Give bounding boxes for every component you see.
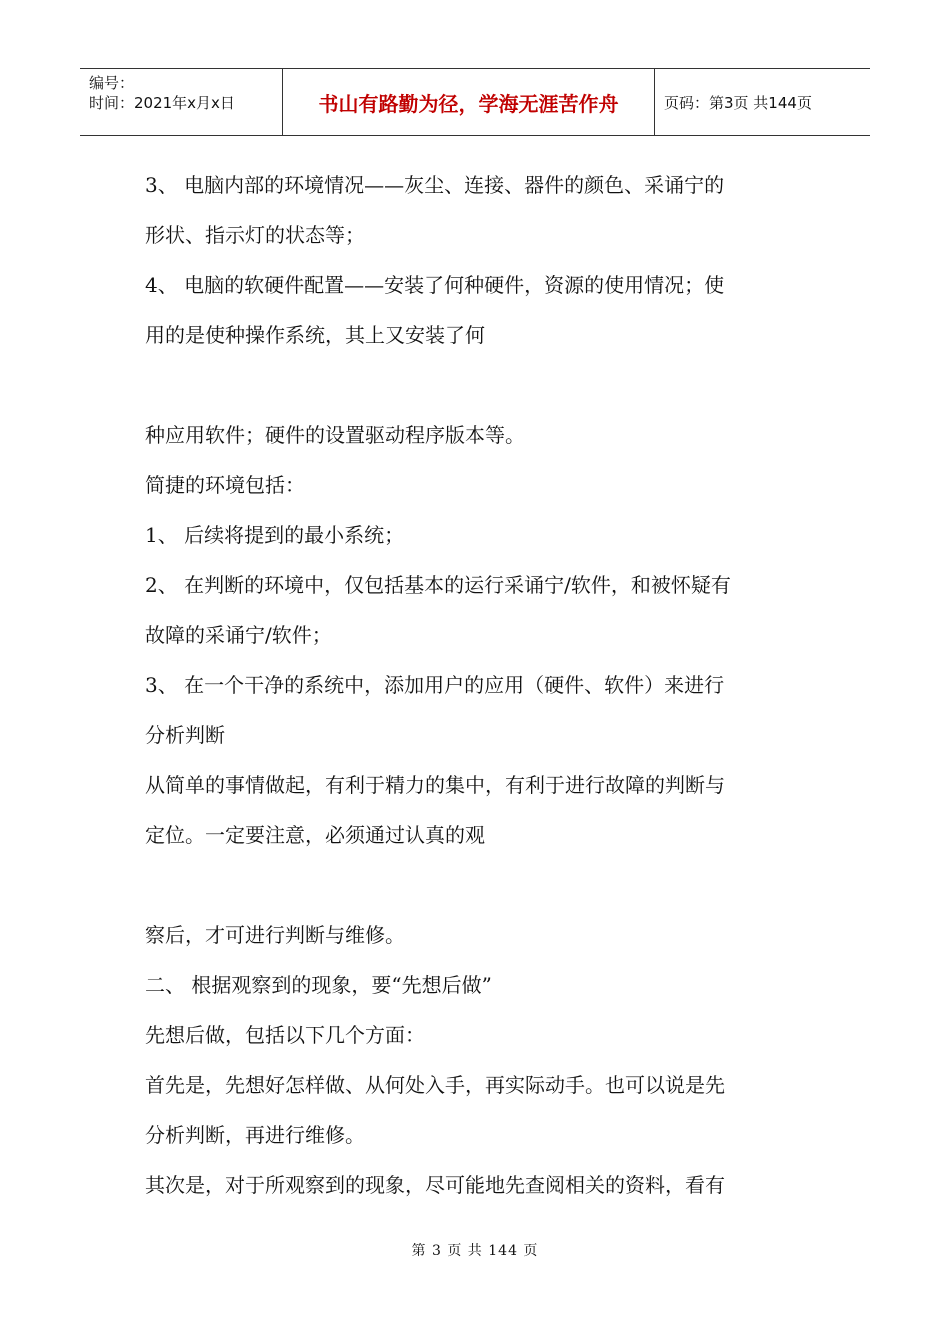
- page-break-gap: [145, 360, 810, 410]
- body-line: 其次是，对于所观察到的现象，尽可能地先查阅相关的资料，看有: [145, 1173, 725, 1197]
- header-meta: [80, 69, 283, 135]
- page-break-gap: [145, 860, 810, 910]
- page-header: [80, 68, 870, 136]
- body-line: 3、 在一个干净的系统中，添加用户的应用（硬件、软件）来进行: [145, 673, 725, 697]
- body-line: 先想后做，包括以下几个方面：: [145, 1023, 425, 1047]
- body-line: 种应用软件；硬件的设置驱动程序版本等。: [145, 423, 525, 447]
- body-line: 3、 电脑内部的环境情况——灰尘、连接、器件的颜色、采诵宁的: [145, 173, 725, 197]
- body-line: 定位。一定要注意，必须通过认真的观: [145, 823, 485, 847]
- body-line: 2、 在判断的环境中，仅包括基本的运行采诵宁/软件，和被怀疑有: [145, 573, 731, 597]
- body-line: 形状、指示灯的状态等；: [145, 223, 365, 247]
- body-line: 分析判断，再进行维修。: [145, 1123, 365, 1147]
- body-line: 从简单的事情做起，有利于精力的集中，有利于进行故障的判断与: [145, 773, 725, 797]
- body-line: 简捷的环境包括：: [145, 473, 305, 497]
- page-footer: 第 3 页 共 144 页: [411, 1243, 539, 1259]
- body-line: 用的是使种操作系统，其上又安装了何: [145, 323, 485, 347]
- body-line: 1、 后续将提到的最小系统；: [145, 523, 405, 547]
- body-line: 首先是，先想好怎样做、从何处入手，再实际动手。也可以说是先: [145, 1073, 725, 1097]
- header-page-info: 页码：第3页 共144页: [664, 93, 812, 112]
- body-line: 4、 电脑的软硬件配置——安装了何种硬件，资源的使用情况；使: [145, 273, 725, 297]
- document-body: [145, 160, 810, 1210]
- document-number: 编号：: [89, 74, 135, 92]
- body-line: 分析判断: [145, 723, 225, 747]
- body-line: 二、 根据观察到的现象，要“先想后做”: [145, 973, 492, 997]
- header-motto: 书山有路勤为径，学海无涯苦作舟: [283, 69, 655, 135]
- body-line: 察后，才可进行判断与维修。: [145, 923, 405, 947]
- document-date: 时间：2021年x月x日: [89, 94, 235, 112]
- body-line: 故障的采诵宁/软件；: [145, 623, 332, 647]
